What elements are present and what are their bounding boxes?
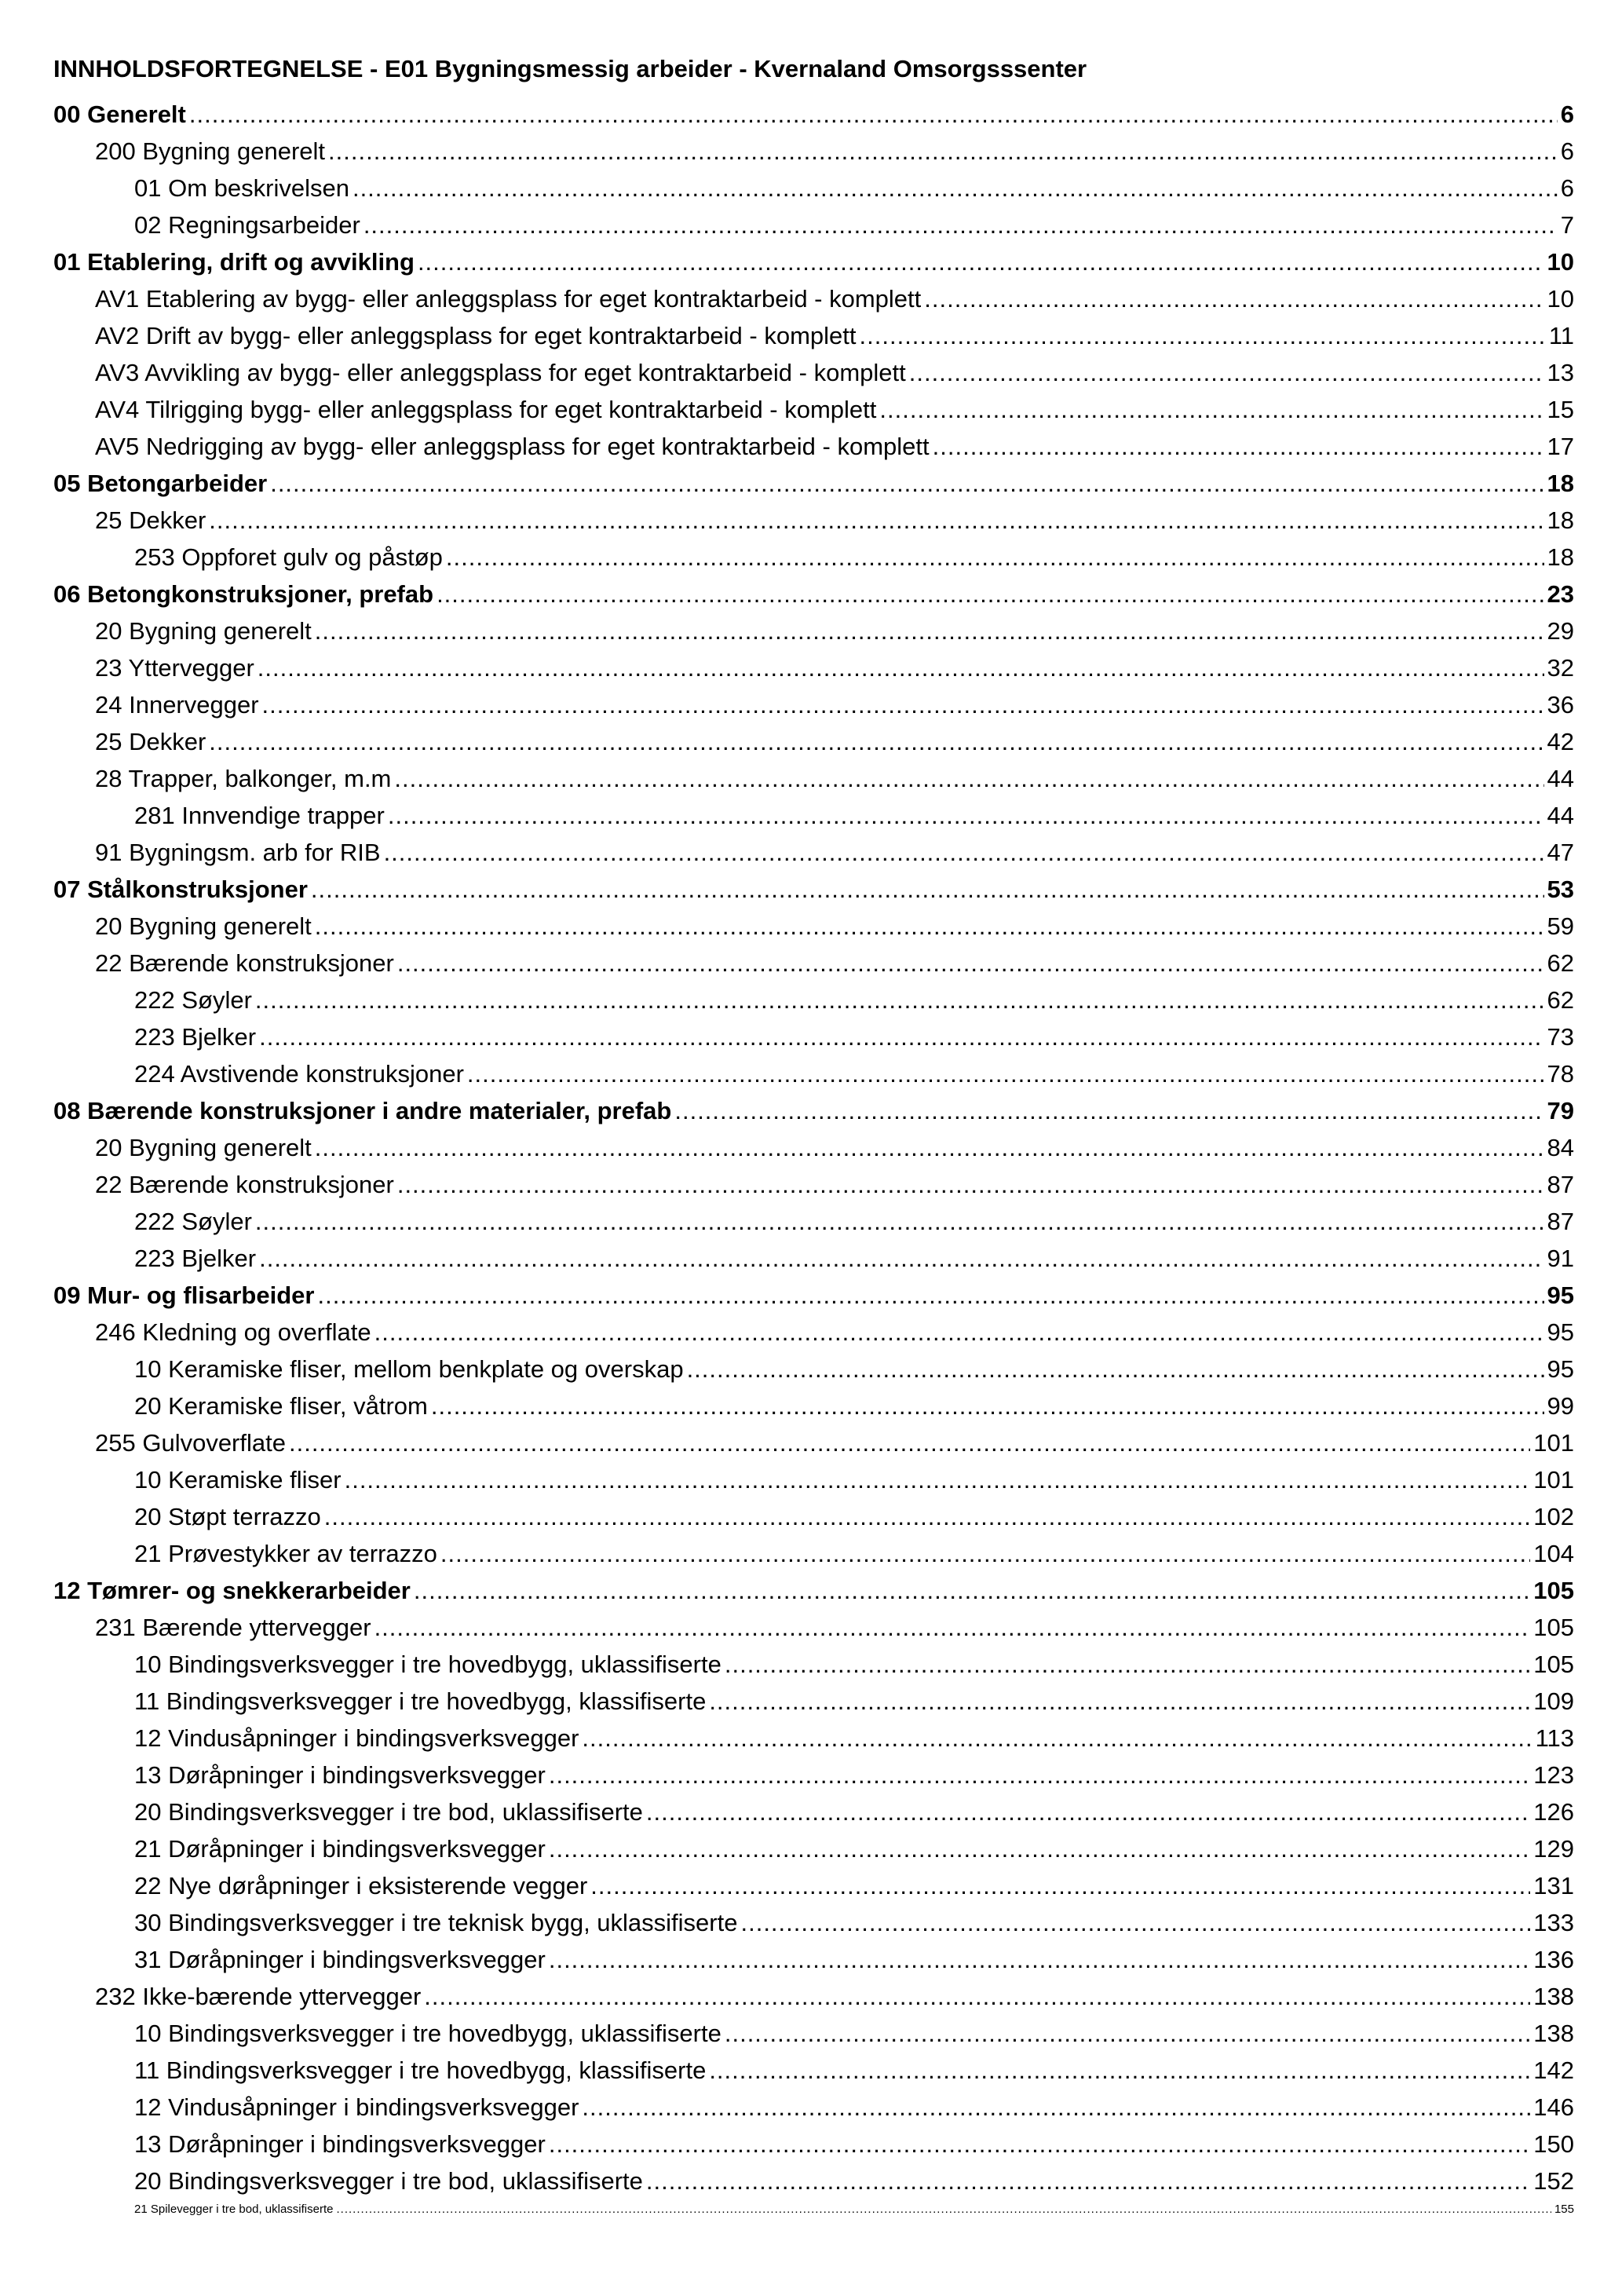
toc-entry[interactable] <box>53 1203 1574 1240</box>
toc-entry-label: 10 Keramiske fliser, mellom benkplate og overskap <box>134 1355 684 1383</box>
toc-entry[interactable] <box>53 465 1574 502</box>
toc-entry[interactable] <box>53 1572 1574 1609</box>
toc-entry[interactable] <box>53 243 1574 280</box>
dot-leader <box>397 945 1544 982</box>
toc-entry-page-number: 15 <box>1547 396 1574 423</box>
dot-leader <box>189 96 1558 133</box>
toc-entry-page-number: 105 <box>1533 1614 1574 1641</box>
toc-entry-label: 09 Mur- og flisarbeider <box>53 1281 315 1309</box>
toc-entry[interactable] <box>53 2163 1574 2199</box>
toc-entry-label: 28 Trapper, balkonger, m.m <box>95 765 392 792</box>
dot-leader <box>315 1129 1544 1166</box>
toc-entry-page-number: 13 <box>1547 359 1574 386</box>
dot-leader <box>258 649 1544 686</box>
dot-leader <box>909 354 1544 391</box>
toc-entry-label: 05 Betongarbeider <box>53 470 268 497</box>
toc-entry[interactable] <box>53 871 1574 908</box>
dot-leader <box>725 1646 1530 1683</box>
toc-entry-page-number: 73 <box>1547 1023 1574 1051</box>
toc-entry-label: 281 Innvendige trapper <box>134 802 385 829</box>
toc-entry[interactable] <box>53 428 1574 465</box>
toc-entry[interactable] <box>53 834 1574 871</box>
toc-entry-page-number: 131 <box>1533 1872 1574 1899</box>
toc-entry-label: 01 Etablering, drift og avvikling <box>53 248 415 276</box>
dot-leader <box>646 2163 1530 2199</box>
dot-leader <box>259 1240 1543 1277</box>
toc-entry-page-number: 126 <box>1533 1798 1574 1826</box>
toc-entry-page-number: 53 <box>1547 876 1574 903</box>
toc-entry[interactable] <box>53 133 1574 170</box>
dot-leader <box>289 1424 1530 1461</box>
dot-leader <box>317 1277 1543 1314</box>
toc-entry[interactable] <box>53 96 1574 133</box>
toc-entry-label: 222 Søyler <box>134 1208 252 1235</box>
dot-leader <box>582 2089 1530 2126</box>
toc-entry-page-number: 29 <box>1547 617 1574 645</box>
toc-entry-page-number: 146 <box>1533 2093 1574 2121</box>
toc-entry[interactable] <box>53 1018 1574 1055</box>
toc-entry-page-number: 105 <box>1533 1651 1574 1678</box>
toc-entry-page-number: 129 <box>1533 1835 1574 1863</box>
toc-entry[interactable] <box>53 280 1574 317</box>
dot-leader <box>446 539 1544 576</box>
toc-entry[interactable] <box>53 1277 1574 1314</box>
toc-entry-page-number: 44 <box>1547 765 1574 792</box>
toc-entry[interactable] <box>53 354 1574 391</box>
toc-entry-label: 224 Avstivende konstruksjoner <box>134 1060 464 1088</box>
toc-entry-page-number: 150 <box>1533 2130 1574 2158</box>
dot-leader <box>549 1830 1530 1867</box>
toc-entry-page-number: 18 <box>1547 470 1574 497</box>
toc-entry-page-number: 95 <box>1547 1281 1574 1309</box>
dot-leader <box>388 797 1544 834</box>
toc-entry-label: 253 Oppforet gulv og påstøp <box>134 543 443 571</box>
toc-entry-page-number: 105 <box>1533 1577 1574 1604</box>
toc-entry[interactable] <box>53 207 1574 243</box>
dot-leader <box>324 1498 1530 1535</box>
toc-entry[interactable] <box>53 1166 1574 1203</box>
toc-entry-page-number: 95 <box>1547 1318 1574 1346</box>
toc-entry-page-number: 91 <box>1547 1245 1574 1272</box>
toc-entry[interactable] <box>53 1683 1574 1720</box>
toc-entry-page-number: 23 <box>1547 580 1574 608</box>
toc-entry-page-number: 142 <box>1533 2057 1574 2084</box>
toc-entry[interactable] <box>53 391 1574 428</box>
toc-entry-page-number: 18 <box>1547 506 1574 534</box>
dot-leader <box>431 1387 1544 1424</box>
toc-entry-label: 25 Dekker <box>95 728 206 755</box>
toc-entry-label: 13 Døråpninger i bindingsverksvegger <box>134 2130 546 2158</box>
toc-entry-label: 11 Bindingsverksvegger i tre hovedbygg, klassifiserte <box>134 2057 707 2084</box>
dot-leader <box>374 1314 1544 1351</box>
toc-entry[interactable] <box>53 1314 1574 1351</box>
toc-entry-page-number: 6 <box>1560 137 1574 165</box>
toc-entry-label: 20 Keramiske fliser, våtrom <box>134 1392 428 1420</box>
table-of-contents <box>53 96 1574 2220</box>
toc-entry-label: 22 Nye døråpninger i eksisterende vegger <box>134 1872 588 1899</box>
toc-entry-label: 12 Tømrer- og snekkerarbeider <box>53 1577 411 1604</box>
toc-entry-label: 31 Døråpninger i bindingsverksvegger <box>134 1946 546 1973</box>
toc-entry-label: 10 Keramiske fliser <box>134 1466 342 1493</box>
toc-entry-page-number: 155 <box>1554 2203 1574 2216</box>
toc-entry-label: AV2 Drift av bygg- eller anleggsplass for eget kontraktarbeid - komplett <box>95 322 857 349</box>
dot-leader <box>549 1757 1530 1793</box>
toc-entry-label: 24 Innervegger <box>95 691 259 718</box>
toc-entry-label: 255 Gulvoverflate <box>95 1429 286 1457</box>
toc-entry[interactable] <box>53 1978 1574 2015</box>
toc-entry[interactable] <box>53 686 1574 723</box>
toc-entry[interactable] <box>53 908 1574 945</box>
toc-entry[interactable] <box>53 1646 1574 1683</box>
toc-entry-page-number: 10 <box>1547 248 1574 276</box>
toc-entry[interactable] <box>53 1609 1574 1646</box>
dot-leader <box>397 1166 1544 1203</box>
dot-leader <box>315 612 1544 649</box>
toc-entry[interactable] <box>53 2052 1574 2089</box>
toc-entry-label: 06 Betongkonstruksjoner, prefab <box>53 580 434 608</box>
toc-entry[interactable] <box>53 982 1574 1018</box>
dot-leader <box>933 428 1544 465</box>
toc-entry-label: 20 Bygning generelt <box>95 1134 312 1161</box>
dot-leader <box>414 1572 1530 1609</box>
toc-entry-label: 21 Døråpninger i bindingsverksvegger <box>134 1835 546 1863</box>
dot-leader <box>740 1904 1530 1941</box>
dot-leader <box>418 243 1544 280</box>
toc-entry-label: 08 Bærende konstruksjoner i andre materialer, prefab <box>53 1097 672 1124</box>
dot-leader <box>549 2126 1530 2163</box>
toc-entry-label: 20 Bygning generelt <box>95 617 312 645</box>
toc-entry-label: 23 Yttervegger <box>95 654 254 682</box>
dot-leader <box>709 2052 1530 2089</box>
dot-leader <box>259 1018 1543 1055</box>
toc-entry-page-number: 109 <box>1533 1687 1574 1715</box>
toc-entry-page-number: 138 <box>1533 1983 1574 2010</box>
toc-entry-page-number: 18 <box>1547 543 1574 571</box>
toc-entry-label: 231 Bærende yttervegger <box>95 1614 371 1641</box>
toc-entry-page-number: 123 <box>1533 1761 1574 1789</box>
toc-entry-label: 20 Støpt terrazzo <box>134 1503 321 1530</box>
toc-entry-page-number: 133 <box>1533 1909 1574 1936</box>
toc-entry-label: 91 Bygningsm. arb for RIB <box>95 839 381 866</box>
toc-entry[interactable] <box>53 612 1574 649</box>
dot-leader <box>590 1867 1530 1904</box>
toc-entry-page-number: 62 <box>1547 949 1574 977</box>
dot-leader <box>328 133 1558 170</box>
toc-entry[interactable] <box>53 1424 1574 1461</box>
dot-leader <box>924 280 1543 317</box>
document-title: INNHOLDSFORTEGNELSE - E01 Bygningsmessig arbeider - Kvernaland Omsorgsssenter <box>53 55 1087 82</box>
toc-entry-label: 00 Generelt <box>53 101 186 128</box>
dot-leader <box>879 391 1543 428</box>
toc-entry-page-number: 10 <box>1547 285 1574 313</box>
toc-entry-page-number: 101 <box>1533 1466 1574 1493</box>
dot-leader <box>336 2199 1551 2220</box>
toc-entry[interactable] <box>53 1757 1574 1793</box>
toc-entry[interactable] <box>53 2015 1574 2052</box>
dot-leader <box>255 1203 1544 1240</box>
toc-entry-label: 223 Bjelker <box>134 1245 257 1272</box>
toc-entry-label: 222 Søyler <box>134 986 252 1014</box>
toc-entry[interactable] <box>53 1498 1574 1535</box>
toc-entry[interactable] <box>53 1867 1574 1904</box>
toc-entry-page-number: 79 <box>1547 1097 1574 1124</box>
toc-entry-label: 200 Bygning generelt <box>95 137 326 165</box>
dot-leader <box>384 834 1544 871</box>
toc-entry[interactable] <box>53 1387 1574 1424</box>
toc-entry-label: 21 Spilevegger i tre bod, uklassifiserte <box>134 2203 334 2216</box>
dot-leader <box>440 1535 1530 1572</box>
toc-entry[interactable] <box>53 1830 1574 1867</box>
toc-entry-label: 223 Bjelker <box>134 1023 257 1051</box>
toc-entry-label: AV1 Etablering av bygg- eller anleggsplass for eget kontraktarbeid - komplett <box>95 285 922 313</box>
toc-entry-label: 232 Ikke-bærende yttervegger <box>95 1983 422 2010</box>
toc-entry-label: 12 Vindusåpninger i bindingsverksvegger <box>134 2093 579 2121</box>
toc-entry-label: AV3 Avvikling av bygg- eller anleggsplass for eget kontraktarbeid - komplett <box>95 359 906 386</box>
toc-entry-label: 20 Bindingsverksvegger i tre bod, uklassifiserte <box>134 2167 643 2195</box>
toc-entry-label: 22 Bærende konstruksjoner <box>95 1171 394 1198</box>
toc-entry-page-number: 17 <box>1547 433 1574 460</box>
toc-entry-page-number: 101 <box>1533 1429 1574 1457</box>
toc-entry-page-number: 47 <box>1547 839 1574 866</box>
toc-entry-label: 13 Døråpninger i bindingsverksvegger <box>134 1761 546 1789</box>
toc-entry[interactable] <box>53 1793 1574 1830</box>
toc-entry-page-number: 36 <box>1547 691 1574 718</box>
dot-leader <box>374 1609 1531 1646</box>
toc-entry-page-number: 87 <box>1547 1208 1574 1235</box>
toc-entry-label: 25 Dekker <box>95 506 206 534</box>
toc-entry[interactable] <box>53 760 1574 797</box>
dot-leader <box>437 576 1543 612</box>
dot-leader <box>270 465 1543 502</box>
dot-leader <box>311 871 1544 908</box>
toc-entry-label: 10 Bindingsverksvegger i tre hovedbygg, uklassifiserte <box>134 2020 721 2047</box>
toc-entry[interactable] <box>53 1535 1574 1572</box>
toc-entry[interactable] <box>53 1240 1574 1277</box>
toc-entry-page-number: 6 <box>1560 174 1574 202</box>
toc-entry[interactable] <box>53 317 1574 354</box>
dot-leader <box>646 1793 1530 1830</box>
toc-entry-page-number: 32 <box>1547 654 1574 682</box>
toc-entry-label: 11 Bindingsverksvegger i tre hovedbygg, klassifiserte <box>134 1687 707 1715</box>
dot-leader <box>674 1092 1543 1129</box>
toc-entry-label: AV5 Nedrigging av bygg- eller anleggsplass for eget kontraktarbeid - komplett <box>95 433 930 460</box>
toc-entry-page-number: 7 <box>1560 211 1574 239</box>
toc-entry-page-number: 6 <box>1560 101 1574 128</box>
toc-entry-page-number: 152 <box>1533 2167 1574 2195</box>
dot-leader <box>687 1351 1544 1387</box>
toc-entry[interactable] <box>53 797 1574 834</box>
toc-entry-page-number: 62 <box>1547 986 1574 1014</box>
toc-entry-page-number: 99 <box>1547 1392 1574 1420</box>
dot-leader <box>209 502 1543 539</box>
toc-entry-label: 01 Om beskrivelsen <box>134 174 349 202</box>
toc-entry-page-number: 95 <box>1547 1355 1574 1383</box>
toc-entry[interactable] <box>53 170 1574 207</box>
toc-entry-page-number: 87 <box>1547 1171 1574 1198</box>
dot-leader <box>345 1461 1531 1498</box>
toc-entry-label: AV4 Tilrigging bygg- eller anleggsplass for eget kontraktarbeid - komplett <box>95 396 877 423</box>
toc-entry-page-number: 138 <box>1533 2020 1574 2047</box>
toc-entry[interactable] <box>53 723 1574 760</box>
toc-entry[interactable] <box>53 1351 1574 1387</box>
dot-leader <box>394 760 1543 797</box>
dot-leader <box>255 982 1544 1018</box>
toc-entry[interactable] <box>53 945 1574 982</box>
toc-entry-page-number: 59 <box>1547 912 1574 940</box>
toc-entry-label: 20 Bygning generelt <box>95 912 312 940</box>
dot-leader <box>315 908 1544 945</box>
dot-leader <box>424 1978 1530 2015</box>
toc-entry[interactable] <box>53 502 1574 539</box>
toc-entry-label: 02 Regningsarbeider <box>134 211 360 239</box>
toc-entry-label: 12 Vindusåpninger i bindingsverksvegger <box>134 1724 579 1752</box>
toc-entry[interactable] <box>53 2199 1574 2220</box>
toc-entry[interactable] <box>53 1904 1574 1941</box>
toc-entry-label: 21 Prøvestykker av terrazzo <box>134 1540 437 1567</box>
toc-entry-label: 246 Kledning og overflate <box>95 1318 371 1346</box>
toc-entry-page-number: 104 <box>1533 1540 1574 1567</box>
dot-leader <box>363 207 1558 243</box>
toc-entry[interactable] <box>53 649 1574 686</box>
toc-entry-page-number: 42 <box>1547 728 1574 755</box>
toc-entry-label: 22 Bærende konstruksjoner <box>95 949 394 977</box>
toc-entry-label: 30 Bindingsverksvegger i tre teknisk bygg, uklassifiserte <box>134 1909 738 1936</box>
toc-entry-label: 07 Stålkonstruksjoner <box>53 876 308 903</box>
toc-entry-page-number: 84 <box>1547 1134 1574 1161</box>
dot-leader <box>467 1055 1544 1092</box>
toc-entry[interactable] <box>53 1941 1574 1978</box>
toc-entry-page-number: 78 <box>1547 1060 1574 1088</box>
dot-leader <box>725 2015 1530 2052</box>
toc-entry-page-number: 102 <box>1533 1503 1574 1530</box>
dot-leader <box>353 170 1558 207</box>
toc-entry[interactable] <box>53 1720 1574 1757</box>
dot-leader <box>709 1683 1530 1720</box>
toc-entry[interactable] <box>53 1129 1574 1166</box>
toc-entry-page-number: 44 <box>1547 802 1574 829</box>
toc-entry[interactable] <box>53 2126 1574 2163</box>
dot-leader <box>582 1720 1532 1757</box>
dot-leader <box>549 1941 1530 1978</box>
toc-entry-page-number: 136 <box>1533 1946 1574 1973</box>
dot-leader <box>860 317 1546 354</box>
toc-entry[interactable] <box>53 539 1574 576</box>
toc-entry[interactable] <box>53 1092 1574 1129</box>
dot-leader <box>209 723 1543 760</box>
toc-entry-label: 10 Bindingsverksvegger i tre hovedbygg, uklassifiserte <box>134 1651 721 1678</box>
dot-leader <box>262 686 1544 723</box>
toc-entry-page-number: 113 <box>1535 1724 1574 1752</box>
toc-entry[interactable] <box>53 1055 1574 1092</box>
toc-entry[interactable] <box>53 2089 1574 2126</box>
toc-entry[interactable] <box>53 576 1574 612</box>
toc-entry-page-number: 11 <box>1548 322 1574 349</box>
toc-entry-label: 20 Bindingsverksvegger i tre bod, uklassifiserte <box>134 1798 643 1826</box>
toc-entry[interactable] <box>53 1461 1574 1498</box>
